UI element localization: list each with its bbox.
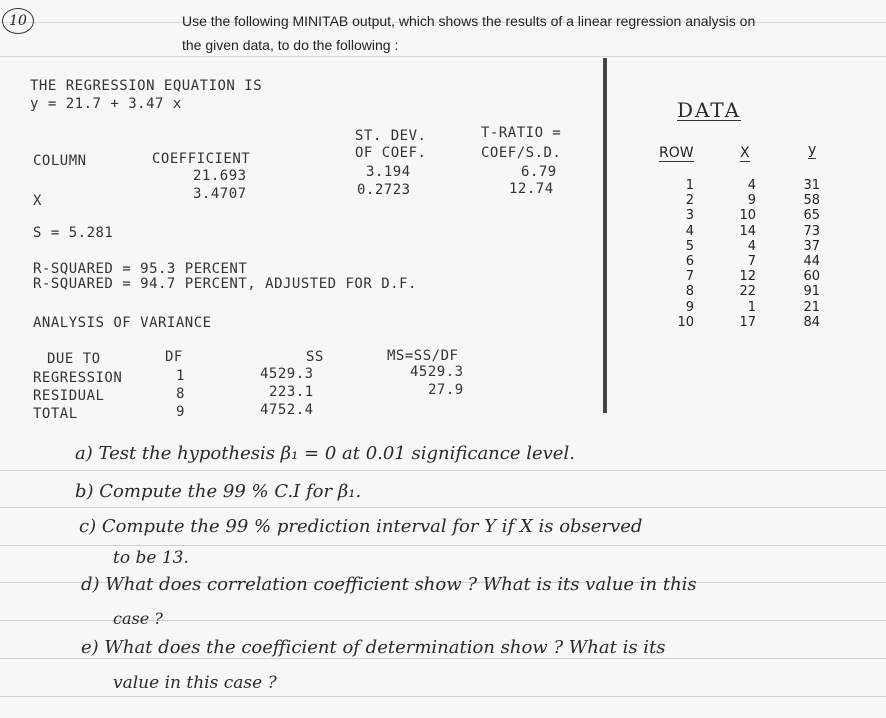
question-a: a) Test the hypothesis β₁ = 0 at 0.01 significance level. — [75, 443, 575, 464]
ruled-line — [0, 696, 886, 697]
row-number: 10 — [677, 314, 694, 330]
x-value: 4 — [747, 178, 756, 193]
y-value: 37 — [803, 238, 820, 254]
y-header: y — [808, 142, 817, 158]
row-column — [672, 178, 694, 330]
row-number: 6 — [685, 253, 694, 269]
anova-row-ms: 4529.3 — [410, 364, 464, 380]
x-value: 22 — [739, 284, 756, 300]
x-value: 12 — [739, 269, 756, 285]
r-squared-adjusted: R-SQUARED = 94.7 PERCENT, ADJUSTED FOR D.F. — [33, 276, 417, 292]
stdev-header-2: OF COEF. — [355, 145, 427, 161]
y-value: 21 — [803, 299, 820, 315]
tratio-header-1: T-RATIO = — [481, 125, 562, 141]
equation-heading: THE REGRESSION EQUATION IS — [30, 78, 263, 94]
y-value: 44 — [803, 253, 820, 269]
row-number: 2 — [685, 193, 694, 209]
column-header: COLUMN — [33, 153, 87, 169]
anova-row-source: RESIDUAL — [33, 388, 105, 404]
row-header: ROW — [659, 145, 694, 161]
anova-header-ss: SS — [306, 349, 324, 365]
x-value: 17 — [739, 314, 756, 330]
y-value: 58 — [803, 193, 820, 209]
anova-row-df: 8 — [176, 386, 185, 402]
x-value: 9 — [747, 193, 756, 209]
anova-row-ms: 27.9 — [428, 382, 464, 398]
anova-row-df: 1 — [176, 368, 185, 384]
y-value: 31 — [803, 178, 820, 193]
ruled-line — [0, 470, 886, 471]
anova-row-source: TOTAL — [33, 406, 78, 422]
intercept-coef: 21.693 — [193, 168, 247, 184]
slope-stdev: 0.2723 — [357, 182, 411, 198]
y-column — [798, 178, 820, 330]
ruled-line — [0, 507, 886, 508]
anova-row-ss: 4529.3 — [260, 366, 314, 382]
y-value: 84 — [803, 314, 820, 330]
question-d-line-2: case ? — [113, 609, 163, 628]
s-value: S = 5.281 — [33, 225, 114, 241]
ruled-line — [0, 658, 886, 659]
tratio-header-2: COEF/S.D. — [481, 145, 562, 161]
question-b: b) Compute the 99 % C.I for β₁. — [75, 481, 362, 502]
x-column — [734, 178, 756, 330]
regression-equation: y = 21.7 + 3.47 x — [30, 96, 182, 112]
row-number: 8 — [685, 284, 694, 300]
x-value: 7 — [747, 253, 756, 269]
x-value: 14 — [739, 223, 756, 239]
anova-heading: ANALYSIS OF VARIANCE — [33, 315, 212, 331]
slope-tratio: 12.74 — [509, 181, 554, 197]
x-value: 10 — [739, 208, 756, 224]
row-number: 5 — [685, 238, 694, 254]
slope-label: X — [33, 193, 42, 209]
question-e-line-2: value in this case ? — [113, 673, 277, 693]
y-value: 91 — [803, 284, 820, 300]
anova-row-ss: 223.1 — [269, 384, 314, 400]
intro-line-2: the given data, to do the following : — [182, 37, 399, 53]
ruled-line — [0, 545, 886, 546]
stdev-header-1: ST. DEV. — [355, 128, 427, 144]
anova-header-ms: MS=SS/DF — [387, 348, 459, 364]
y-value: 73 — [803, 223, 820, 239]
y-value: 60 — [803, 269, 820, 285]
x-value: 4 — [747, 238, 756, 254]
question-c-line-1: c) Compute the 99 % prediction interval for Y if X is observed — [79, 516, 643, 537]
row-number: 7 — [685, 269, 694, 285]
question-d-line-1: d) What does correlation coefficient show ? What is its value in this — [81, 574, 697, 595]
x-header: X — [740, 145, 750, 161]
row-number: 1 — [685, 178, 694, 193]
row-number: 4 — [685, 223, 694, 239]
row-number: 9 — [685, 299, 694, 315]
anova-header-source: DUE TO — [47, 351, 101, 367]
question-c-line-2: to be 13. — [113, 548, 189, 568]
row-number: 3 — [685, 208, 694, 224]
x-value: 1 — [747, 299, 756, 315]
anova-header-df: DF — [165, 349, 183, 365]
coefficient-header: COEFFICIENT — [152, 151, 251, 167]
anova-row-df: 9 — [176, 404, 185, 420]
problem-number-badge — [2, 8, 34, 34]
intercept-stdev: 3.194 — [366, 164, 411, 180]
intercept-tratio: 6.79 — [521, 164, 557, 180]
section-divider — [603, 58, 607, 413]
slope-coef: 3.4707 — [193, 186, 247, 202]
question-e-line-1: e) What does the coefficient of determination show ? What is its — [81, 637, 666, 658]
ruled-line — [0, 56, 886, 57]
data-title: DATA — [677, 98, 742, 122]
r-squared: R-SQUARED = 95.3 PERCENT — [33, 261, 248, 277]
problem-number: 10 — [9, 13, 27, 29]
y-value: 65 — [803, 208, 820, 224]
anova-row-source: REGRESSION — [33, 370, 123, 386]
intro-line-1: Use the following MINITAB output, which shows the results of a linear regression analysis on — [182, 13, 756, 29]
anova-row-ss: 4752.4 — [260, 402, 314, 418]
